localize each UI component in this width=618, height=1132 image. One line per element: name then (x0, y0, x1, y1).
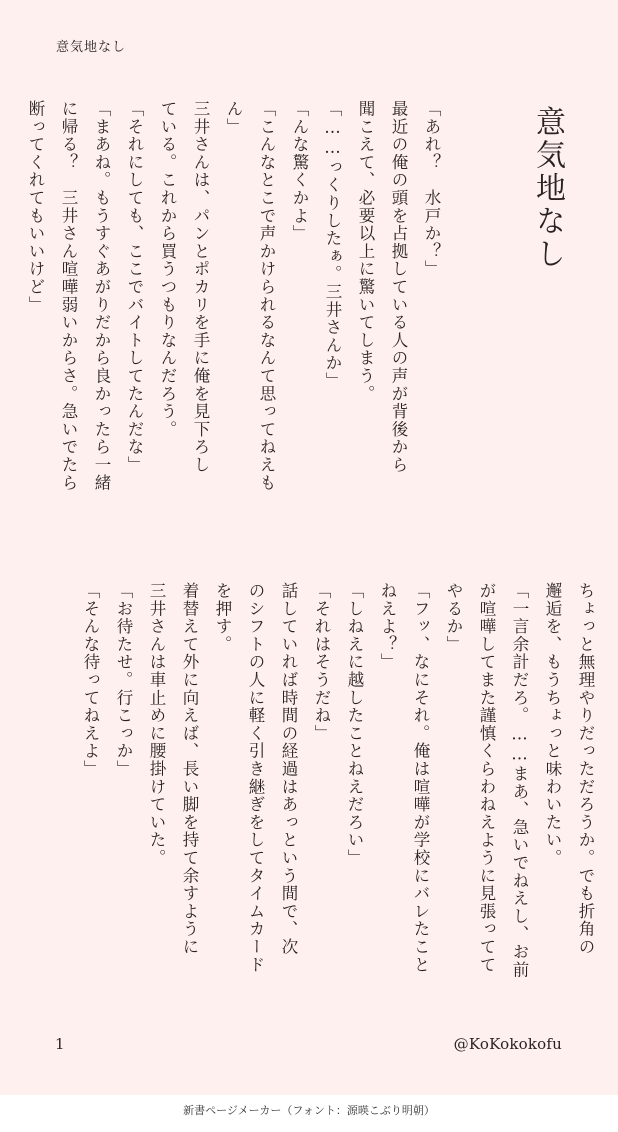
running-header: 意気地なし (56, 40, 127, 55)
text-line: 「一言余計だろ。……まあ、急いでねえし、お前 (510, 582, 529, 979)
text-line: ている。これから買うつもりなんだろう。 (158, 100, 177, 439)
text-line: に帰る？ 三井さん喧嘩弱いからさ。急いでたら (59, 100, 78, 492)
lower-text-block (48, 582, 602, 1002)
author-handle: @KoKokokofu (453, 1035, 562, 1053)
text-line: を押す。 (213, 582, 232, 654)
text-line: 三井さんは、パンとポカリを手に俺を見下ろし (191, 100, 210, 474)
text-line: 最近の俺の頭を占拠している人の声が背後から (389, 100, 408, 474)
text-line: 「んな驚くかよ」 (290, 100, 309, 243)
text-line: 「まあね。もうすぐあがりだから良かったら一緒 (92, 100, 111, 492)
text-line: 「フッ、なにそれ。俺は喧嘩が学校にバレたこと (411, 582, 430, 974)
text-line: やるか」 (444, 582, 463, 654)
text-line: 邂逅を、もうちょっと味わいたい。 (543, 582, 562, 867)
upper-text-block (26, 100, 448, 530)
text-line: が喧嘩してまた謹慎くらわねえように見張ってて (477, 582, 496, 974)
text-line: 着替えて外に向えば、長い脚を持て余すように (180, 582, 199, 956)
text-line: 「こんなとこで声かけられるなんて思ってねえも (257, 100, 276, 492)
text-line: 「……っくりしたぁ。三井さんか」 (323, 100, 342, 390)
text-line: のシフトの人に軽く引き継ぎをしてタイムカード (246, 582, 265, 974)
text-line: ん」 (224, 100, 243, 136)
text-line: 「それにしても、ここでバイトしてたんだな」 (125, 100, 144, 474)
text-line: ねえよ？」 (378, 582, 397, 671)
text-line: 三井さんは車止めに腰掛けていた。 (147, 582, 166, 867)
text-line: 「しねえに越したことねえだろい」 (345, 582, 364, 867)
text-line: 「お待たせ。行こっか」 (114, 582, 133, 778)
text-line: 「それはそうだね」 (312, 582, 331, 743)
text-line: 「あれ？ 水戸か？」 (422, 100, 441, 278)
text-line: 話していれば時間の経過はあっという間で、次 (279, 582, 298, 956)
text-line: 聞こえて、必要以上に驚いてしまう。 (356, 100, 375, 403)
generator-credit: 新書ページメーカー（フォント：源暎こぶり明朝） (183, 1104, 435, 1117)
text-line: 断ってくれてもいいけど」 (26, 100, 45, 314)
story-title: 意気地なし (530, 106, 565, 271)
text-line: ちょっと無理やりだっただろうか。でも折角の (576, 582, 595, 956)
page-number: 1 (55, 1035, 65, 1053)
text-line: 「そんな待ってねえよ」 (81, 582, 100, 778)
